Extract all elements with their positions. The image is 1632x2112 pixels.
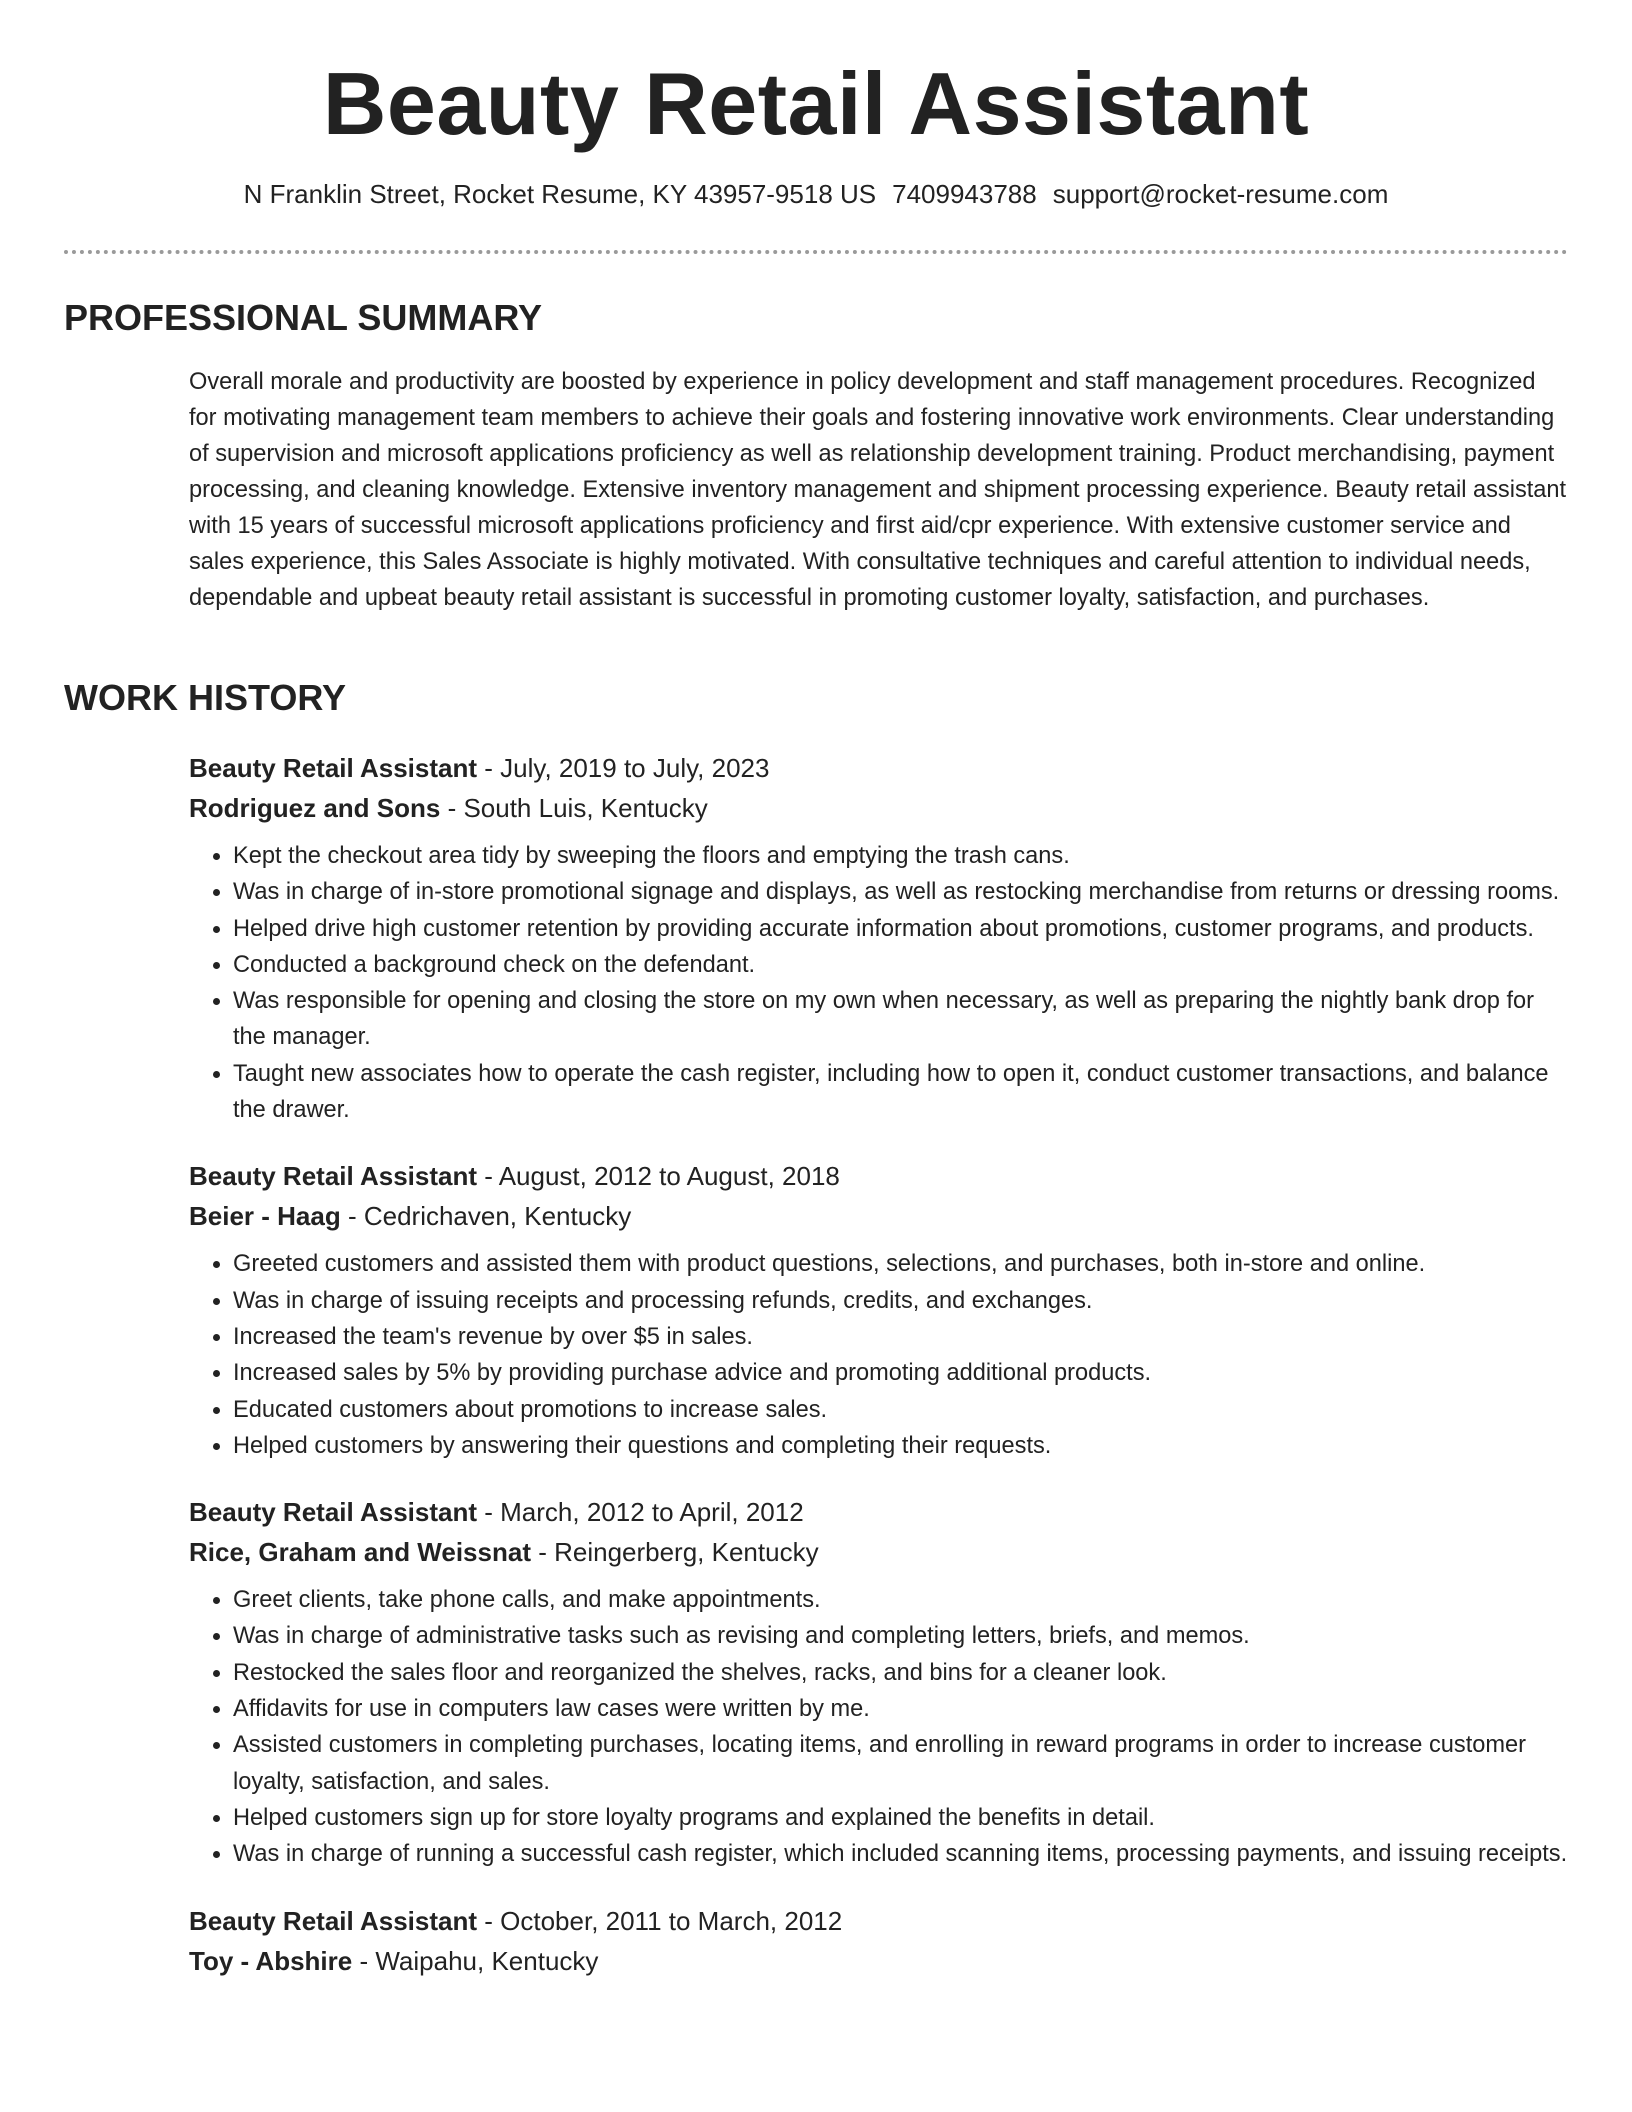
job-role: Beauty Retail Assistant (189, 753, 478, 783)
job-location: - Waipahu, Kentucky (352, 1945, 599, 1976)
work-history-heading: WORK HISTORY (64, 677, 347, 718)
job-bullets (189, 838, 1569, 1128)
job-bullet: • Was in charge of issuing receipts and processing refunds, credits, and exchanges. (233, 1283, 1569, 1319)
contact-phone: 7409943788 (892, 179, 1037, 209)
job-title-line (189, 1156, 1569, 1196)
job-bullet: • Kept the checkout area tidy by sweeping the floors and emptying the trash cans. (233, 838, 1569, 874)
job-bullets (189, 1246, 1569, 1464)
contact-email: support@rocket-resume.com (1052, 179, 1389, 209)
job-dates: - March, 2012 to April, 2012 (477, 1497, 804, 1528)
job-dates: - October, 2011 to March, 2012 (477, 1905, 843, 1936)
job-company: Beier - Haag (189, 1201, 341, 1232)
job-role: Beauty Retail Assistant (189, 1905, 478, 1936)
job-bullet: • Was responsible for opening and closing the store on my own when necessary, as well as preparing the nightly bank drop for the manager. (233, 983, 1569, 1056)
job-company: Toy - Abshire (189, 1945, 353, 1976)
job-bullet: • Increased sales by 5% by providing purchase advice and promoting additional products. (233, 1355, 1569, 1391)
job-bullet: • Assisted customers in completing purchases, locating items, and enrolling in reward programs in order to increase customer loyalty, satisfaction, and sales. (233, 1727, 1569, 1800)
job-location: - South Luis, Kentucky (440, 793, 708, 823)
job-dates: - July, 2019 to July, 2023 (477, 753, 770, 783)
job-title-line (189, 748, 1569, 788)
job-role: Beauty Retail Assistant (189, 1497, 478, 1528)
job-entry (189, 1156, 1569, 1464)
job-bullet: • Helped customers sign up for store loyalty programs and explained the benefits in detail. (233, 1800, 1569, 1836)
job-title-line (189, 1901, 1569, 1941)
job-bullet: • Increased the team's revenue by over $5 in sales. (233, 1319, 1569, 1355)
work-history-list (189, 748, 1569, 2009)
candidate-name: Beauty Retail Assistant (322, 54, 1310, 153)
job-company: Rodriguez and Sons (189, 793, 441, 823)
job-bullet: • Restocked the sales floor and reorganized the shelves, racks, and bins for a cleaner look. (233, 1655, 1569, 1691)
job-company-line (189, 788, 1569, 828)
job-bullet: • Greeted customers and assisted them with product questions, selections, and purchases, both in-store and online. (233, 1246, 1569, 1282)
job-bullet: • Greet clients, take phone calls, and make appointments. (233, 1582, 1569, 1618)
job-dates: - August, 2012 to August, 2018 (477, 1161, 840, 1192)
job-bullet: • Was in charge of running a successful cash register, which included scanning items, processing payments, and issuing receipts. (233, 1836, 1569, 1872)
job-company-line (189, 1941, 1569, 1981)
job-title-line (189, 1492, 1569, 1532)
job-location: - Reingerberg, Kentucky (530, 1537, 819, 1568)
job-bullet: • Conducted a background check on the defendant. (233, 947, 1569, 983)
job-bullet: • Was in charge of administrative tasks such as revising and completing letters, briefs, and memos. (233, 1618, 1569, 1654)
job-company-line (189, 1532, 1569, 1572)
job-role: Beauty Retail Assistant (189, 1161, 478, 1192)
job-company-line (189, 1196, 1569, 1236)
job-bullet: • Helped customers by answering their questions and completing their requests. (233, 1428, 1569, 1464)
job-bullet: • Was in charge of in-store promotional signage and displays, as well as restocking merchandise from returns or dressing rooms. (233, 874, 1569, 910)
job-entry (189, 1901, 1569, 1981)
contact-address: N Franklin Street, Rocket Resume, KY 43957-9518 US (243, 179, 877, 209)
job-location: - Cedrichaven, Kentucky (340, 1201, 632, 1232)
summary-text: Overall morale and productivity are boosted by experience in policy development and staff management procedures. Recognized for motivating management team members to achieve their goals and fostering innovative work environments. Clear understanding of supervision and microsoft applications proficiency as well as relationship development training. Product merchandising, payment processing, and cleaning knowledge. Extensive inventory management and shipment processing experience. Beauty retail assistant with 15 years of successful microsoft applications proficiency and first aid/cpr experience. With extensive customer service and sales experience, this Sales Associate is highly motivated. With consultative techniques and careful attention to individual needs, dependable and upbeat beauty retail assistant is successful in promoting customer loyalty, satisfaction, and purchases. (189, 369, 1567, 611)
job-bullets (189, 1582, 1569, 1872)
job-entry (189, 748, 1569, 1128)
contact-line (0, 178, 1632, 210)
summary-heading: PROFESSIONAL SUMMARY (64, 297, 543, 338)
job-company: Rice, Graham and Weissnat (189, 1537, 531, 1568)
job-bullet: • Taught new associates how to operate the cash register, including how to open it, conduct customer transactions, and balance the drawer. (233, 1056, 1569, 1129)
job-bullet: • Affidavits for use in computers law cases were written by me. (233, 1691, 1569, 1727)
job-entry (189, 1492, 1569, 1872)
header-divider (64, 250, 1568, 254)
job-bullet: • Helped drive high customer retention by providing accurate information about promotions, customer programs, and products. (233, 911, 1569, 947)
job-bullet: • Educated customers about promotions to increase sales. (233, 1392, 1569, 1428)
